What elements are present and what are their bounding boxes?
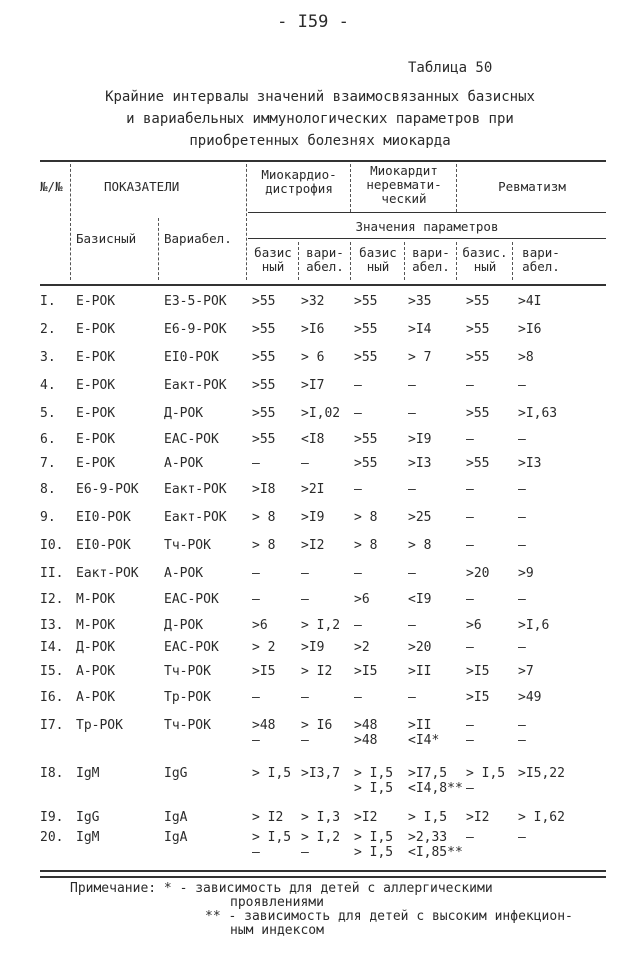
header-bottom-rule	[40, 284, 606, 286]
value-cell: –	[518, 718, 526, 733]
value-cell: –	[408, 618, 416, 633]
value-cell: > I,2	[301, 830, 341, 845]
variable-indicator: Еакт-РОК	[164, 378, 227, 393]
value-cell: –	[518, 378, 526, 393]
value-cell: >I5	[354, 664, 378, 679]
row-number: I4.	[40, 640, 64, 655]
value-cell: –	[466, 482, 474, 497]
value-cell: >I4	[408, 322, 432, 337]
value-cell: <I9	[408, 592, 432, 607]
column-divider	[350, 242, 351, 280]
value-cell: >55	[252, 294, 276, 309]
table-label: Таблица 50	[408, 60, 493, 76]
row-number: I5.	[40, 664, 64, 679]
basic-indicator: Д-РОК	[76, 640, 116, 655]
value-cell: –	[354, 406, 362, 421]
value-cell: >55	[252, 350, 276, 365]
value-cell: –	[408, 690, 416, 705]
column-divider	[298, 242, 299, 280]
row-number: I2.	[40, 592, 64, 607]
header-line: абел.	[412, 259, 450, 274]
value-cell: –	[252, 690, 260, 705]
value-cell: >I6	[518, 322, 542, 337]
value-cell: –	[408, 378, 416, 393]
value-cell: >55	[466, 406, 490, 421]
value-cell: > I,5	[354, 830, 394, 845]
row-number: 5.	[40, 406, 56, 421]
value-cell: –	[466, 432, 474, 447]
row-number: I.	[40, 294, 56, 309]
value-cell: > 8	[354, 510, 378, 525]
table-row	[0, 830, 626, 866]
row-number: 3.	[40, 350, 56, 365]
value-cell: >35	[408, 294, 432, 309]
header-variable: Вариабел.	[164, 231, 232, 246]
table-note	[70, 882, 573, 938]
value-cell: –	[466, 718, 474, 733]
value-cell: >55	[252, 322, 276, 337]
value-cell: > I,5	[466, 766, 506, 781]
basic-indicator: Е-РОК	[76, 406, 116, 421]
table-row	[0, 538, 626, 558]
value-cell: > 8	[354, 538, 378, 553]
value-cell: –	[518, 830, 526, 845]
value-cell: >I3	[408, 456, 432, 471]
value-cell: <I,85**	[408, 845, 463, 860]
value-cell: > I,5	[354, 766, 394, 781]
value-cell: > I,5	[408, 810, 448, 825]
table-bottom-rule	[40, 870, 606, 872]
note-line: ** - зависимость для детей с высоким инфекцион-	[205, 909, 573, 924]
basic-indicator: Е-РОК	[76, 432, 116, 447]
row-number: 6.	[40, 432, 56, 447]
basic-indicator: Тр-РОК	[76, 718, 123, 733]
value-cell: >I5	[252, 664, 276, 679]
table-row	[0, 718, 626, 754]
table-row	[0, 406, 626, 426]
value-cell: –	[354, 378, 362, 393]
basic-indicator: Е-РОК	[76, 456, 116, 471]
variable-indicator: Д-РОК	[164, 406, 204, 421]
column-divider	[158, 218, 159, 280]
value-cell: >55	[466, 322, 490, 337]
value-cell: >I,02	[301, 406, 341, 421]
value-cell: >I2	[354, 810, 378, 825]
header-num: №/№	[40, 179, 63, 194]
table-row	[0, 618, 626, 638]
value-cell: >6	[466, 618, 482, 633]
table-row	[0, 592, 626, 612]
value-cell: –	[301, 592, 309, 607]
row-number: 20.	[40, 830, 64, 845]
value-cell: >I9	[301, 510, 325, 525]
table-row	[0, 432, 626, 452]
variable-indicator: Д-РОК	[164, 618, 204, 633]
table-row	[0, 690, 626, 710]
value-cell: >2	[354, 640, 370, 655]
table-row	[0, 810, 626, 830]
value-cell: >I3	[518, 456, 542, 471]
value-cell: –	[354, 482, 362, 497]
value-cell: >55	[354, 322, 378, 337]
header-myocarditis	[352, 164, 456, 206]
value-cell: –	[466, 538, 474, 553]
value-cell: >25	[408, 510, 432, 525]
value-cell: > 8	[252, 510, 276, 525]
caption-line: и вариабельных иммунологических параметров при	[126, 111, 514, 127]
value-cell: > I,5	[252, 766, 292, 781]
table-row	[0, 294, 626, 314]
value-cell: >II	[408, 664, 432, 679]
value-cell: >55	[354, 456, 378, 471]
value-cell: –	[301, 733, 309, 748]
variable-indicator: IgG	[164, 766, 188, 781]
value-cell: –	[518, 482, 526, 497]
basic-indicator: Е-РОК	[76, 294, 116, 309]
row-number: I7.	[40, 718, 64, 733]
value-cell: >I5	[466, 690, 490, 705]
value-cell: –	[252, 566, 260, 581]
column-divider	[512, 242, 513, 280]
value-cell: >I9	[301, 640, 325, 655]
row-number: 8.	[40, 482, 56, 497]
basic-indicator: IgM	[76, 766, 100, 781]
basic-indicator: Еакт-РОК	[76, 566, 139, 581]
value-cell: –	[518, 640, 526, 655]
value-cell: –	[354, 618, 362, 633]
value-cell: >48	[354, 733, 378, 748]
value-cell: >6	[252, 618, 268, 633]
header-line: ный	[366, 259, 390, 274]
header-line: вари-	[522, 245, 560, 260]
value-cell: > I2	[252, 810, 284, 825]
value-cell: –	[252, 456, 260, 471]
header-line: Миокардит	[370, 163, 438, 178]
value-cell: –	[408, 482, 416, 497]
value-cell: <I4*	[408, 733, 440, 748]
header-line: базис	[359, 245, 397, 260]
basic-indicator: А-РОК	[76, 664, 116, 679]
value-cell: >6	[354, 592, 370, 607]
value-cell: <I4,8**	[408, 781, 463, 796]
header-rheumatism: Ревматизм	[498, 179, 566, 194]
basic-indicator: ЕI0-РОК	[76, 538, 131, 553]
value-cell: >I7,5	[408, 766, 448, 781]
row-number: 4.	[40, 378, 56, 393]
value-cell: > I,62	[518, 810, 565, 825]
value-cell: –	[301, 566, 309, 581]
basic-indicator: Е-РОК	[76, 322, 116, 337]
header-line: базис.	[462, 245, 508, 260]
table-row	[0, 350, 626, 370]
value-cell: >8	[518, 350, 534, 365]
value-cell: >4I	[518, 294, 542, 309]
value-cell: > 8	[408, 538, 432, 553]
variable-indicator: Тч-РОК	[164, 664, 211, 679]
subheader-basic	[458, 246, 512, 274]
value-cell: –	[466, 781, 474, 796]
header-line: базис	[254, 245, 292, 260]
basic-indicator: А-РОК	[76, 690, 116, 705]
value-cell: >55	[354, 350, 378, 365]
header-line: Миокардио-	[261, 167, 337, 182]
value-cell: > 6	[301, 350, 325, 365]
value-cell: >20	[466, 566, 490, 581]
page-number: - I59 -	[277, 12, 349, 32]
value-cell: –	[466, 592, 474, 607]
value-cell: –	[518, 510, 526, 525]
row-number: I0.	[40, 538, 64, 553]
value-cell: >I2	[466, 810, 490, 825]
value-cell: > I,5	[252, 830, 292, 845]
column-divider	[404, 242, 405, 280]
table-row	[0, 322, 626, 342]
basic-indicator: IgG	[76, 810, 100, 825]
value-cell: –	[408, 406, 416, 421]
value-cell: >48	[252, 718, 276, 733]
value-cell: >2,33	[408, 830, 448, 845]
basic-indicator: М-РОК	[76, 592, 116, 607]
value-cell: >I5,22	[518, 766, 565, 781]
variable-indicator: ЕI0-РОК	[164, 350, 219, 365]
header-line: вари-	[306, 245, 344, 260]
row-number: I8.	[40, 766, 64, 781]
value-cell: >I8	[252, 482, 276, 497]
table-bottom-rule-2	[40, 876, 606, 878]
value-cell: >I7	[301, 378, 325, 393]
note-line: Примечание: * - зависимость для детей с аллергическими	[70, 881, 493, 896]
table-row	[0, 664, 626, 684]
column-divider	[456, 242, 457, 280]
note-line: проявлениями	[230, 895, 324, 910]
row-number: 7.	[40, 456, 56, 471]
value-cell: >I5	[466, 664, 490, 679]
value-cell: –	[354, 566, 362, 581]
value-cell: –	[466, 510, 474, 525]
value-cell: >55	[252, 432, 276, 447]
value-cell: > 2	[252, 640, 276, 655]
value-cell: >55	[252, 406, 276, 421]
value-cell: >I,63	[518, 406, 558, 421]
value-cell: > 8	[252, 538, 276, 553]
value-cell: >32	[301, 294, 325, 309]
value-cell: >55	[466, 294, 490, 309]
header-line: дистрофия	[265, 181, 333, 196]
value-cell: >I9	[408, 432, 432, 447]
value-cell: > I,2	[301, 618, 341, 633]
header-indicators: ПОКАЗАТЕЛИ	[104, 179, 180, 194]
header-line: абел.	[522, 259, 560, 274]
header-line: неревмати-	[366, 177, 442, 192]
value-cell: > I6	[301, 718, 333, 733]
value-cell: >20	[408, 640, 432, 655]
variable-indicator: Тч-РОК	[164, 538, 211, 553]
table-top-rule	[40, 160, 606, 162]
table-row	[0, 378, 626, 398]
value-cell: –	[301, 456, 309, 471]
row-number: II.	[40, 566, 64, 581]
basic-indicator: IgM	[76, 830, 100, 845]
value-cell: > 7	[408, 350, 432, 365]
value-cell: –	[301, 690, 309, 705]
column-divider	[70, 164, 71, 280]
value-cell: –	[466, 378, 474, 393]
row-number: I3.	[40, 618, 64, 633]
table-row	[0, 510, 626, 530]
subheader-basic	[352, 246, 404, 274]
value-cell: >2I	[301, 482, 325, 497]
variable-indicator: Тч-РОК	[164, 718, 211, 733]
value-cell: –	[252, 592, 260, 607]
header-basic: Базисный	[76, 231, 137, 246]
variable-indicator: ЕАС-РОК	[164, 640, 219, 655]
value-cell: <I8	[301, 432, 325, 447]
table-row	[0, 640, 626, 660]
basic-indicator: М-РОК	[76, 618, 116, 633]
variable-indicator: Е3-5-РОК	[164, 294, 227, 309]
value-cell: > I,5	[354, 781, 394, 796]
value-cell: >I2	[301, 538, 325, 553]
value-cell: –	[252, 733, 260, 748]
header-parameter-values: Значения параметров	[355, 219, 499, 234]
value-cell: >I3,7	[301, 766, 341, 781]
variable-indicator: Е6-9-РОК	[164, 322, 227, 337]
value-cell: –	[518, 538, 526, 553]
value-cell: >55	[466, 350, 490, 365]
header-line: ный	[261, 259, 285, 274]
value-cell: > I2	[301, 664, 333, 679]
header-line: ный	[473, 259, 497, 274]
value-cell: –	[354, 690, 362, 705]
header-myocardial-dystrophy	[248, 168, 350, 196]
row-number: I6.	[40, 690, 64, 705]
basic-indicator: Е-РОК	[76, 350, 116, 365]
variable-indicator: ЕАС-РОК	[164, 592, 219, 607]
variable-indicator: IgA	[164, 810, 188, 825]
table-caption	[40, 86, 600, 152]
column-divider	[350, 164, 351, 212]
basic-indicator: ЕI0-РОК	[76, 510, 131, 525]
table-row	[0, 456, 626, 476]
variable-indicator: Тр-РОК	[164, 690, 211, 705]
note-line: ным индексом	[230, 923, 324, 938]
subheader-variable	[300, 246, 350, 274]
value-cell: >I,6	[518, 618, 550, 633]
header-line: вари-	[412, 245, 450, 260]
value-cell: –	[518, 733, 526, 748]
value-cell: –	[301, 845, 309, 860]
variable-indicator: Еакт-РОК	[164, 510, 227, 525]
value-cell: >49	[518, 690, 542, 705]
subheader-variable	[514, 246, 568, 274]
variable-indicator: А-РОК	[164, 456, 204, 471]
caption-line: Крайние интервалы значений взаимосвязанных базисных	[105, 89, 535, 105]
variable-indicator: А-РОК	[164, 566, 204, 581]
value-cell: –	[466, 640, 474, 655]
basic-indicator: Е6-9-РОК	[76, 482, 139, 497]
value-cell: –	[252, 845, 260, 860]
column-divider	[456, 164, 457, 212]
subheader-basic	[248, 246, 298, 274]
caption-line: приобретенных болезнях миокарда	[189, 133, 451, 149]
table-row	[0, 766, 626, 802]
variable-indicator: ЕАС-РОК	[164, 432, 219, 447]
value-cell: >II	[408, 718, 432, 733]
value-cell: –	[408, 566, 416, 581]
row-number: I9.	[40, 810, 64, 825]
variable-indicator: Еакт-РОК	[164, 482, 227, 497]
value-cell: >55	[354, 294, 378, 309]
row-number: 2.	[40, 322, 56, 337]
value-cell: >7	[518, 664, 534, 679]
values-header-rule	[248, 238, 606, 239]
variable-indicator: IgA	[164, 830, 188, 845]
group-header-rule	[248, 212, 606, 213]
value-cell: –	[518, 592, 526, 607]
value-cell: –	[518, 432, 526, 447]
value-cell: >9	[518, 566, 534, 581]
value-cell: >55	[466, 456, 490, 471]
table-row	[0, 482, 626, 502]
column-divider	[246, 164, 247, 280]
header-line: абел.	[306, 259, 344, 274]
subheader-variable	[406, 246, 456, 274]
header-line: ческий	[381, 191, 427, 206]
value-cell: –	[466, 830, 474, 845]
value-cell: >55	[252, 378, 276, 393]
value-cell: > I,5	[354, 845, 394, 860]
value-cell: –	[466, 733, 474, 748]
table-row	[0, 566, 626, 586]
value-cell: >I6	[301, 322, 325, 337]
row-number: 9.	[40, 510, 56, 525]
basic-indicator: Е-РОК	[76, 378, 116, 393]
value-cell: >55	[354, 432, 378, 447]
value-cell: > I,3	[301, 810, 341, 825]
value-cell: >48	[354, 718, 378, 733]
